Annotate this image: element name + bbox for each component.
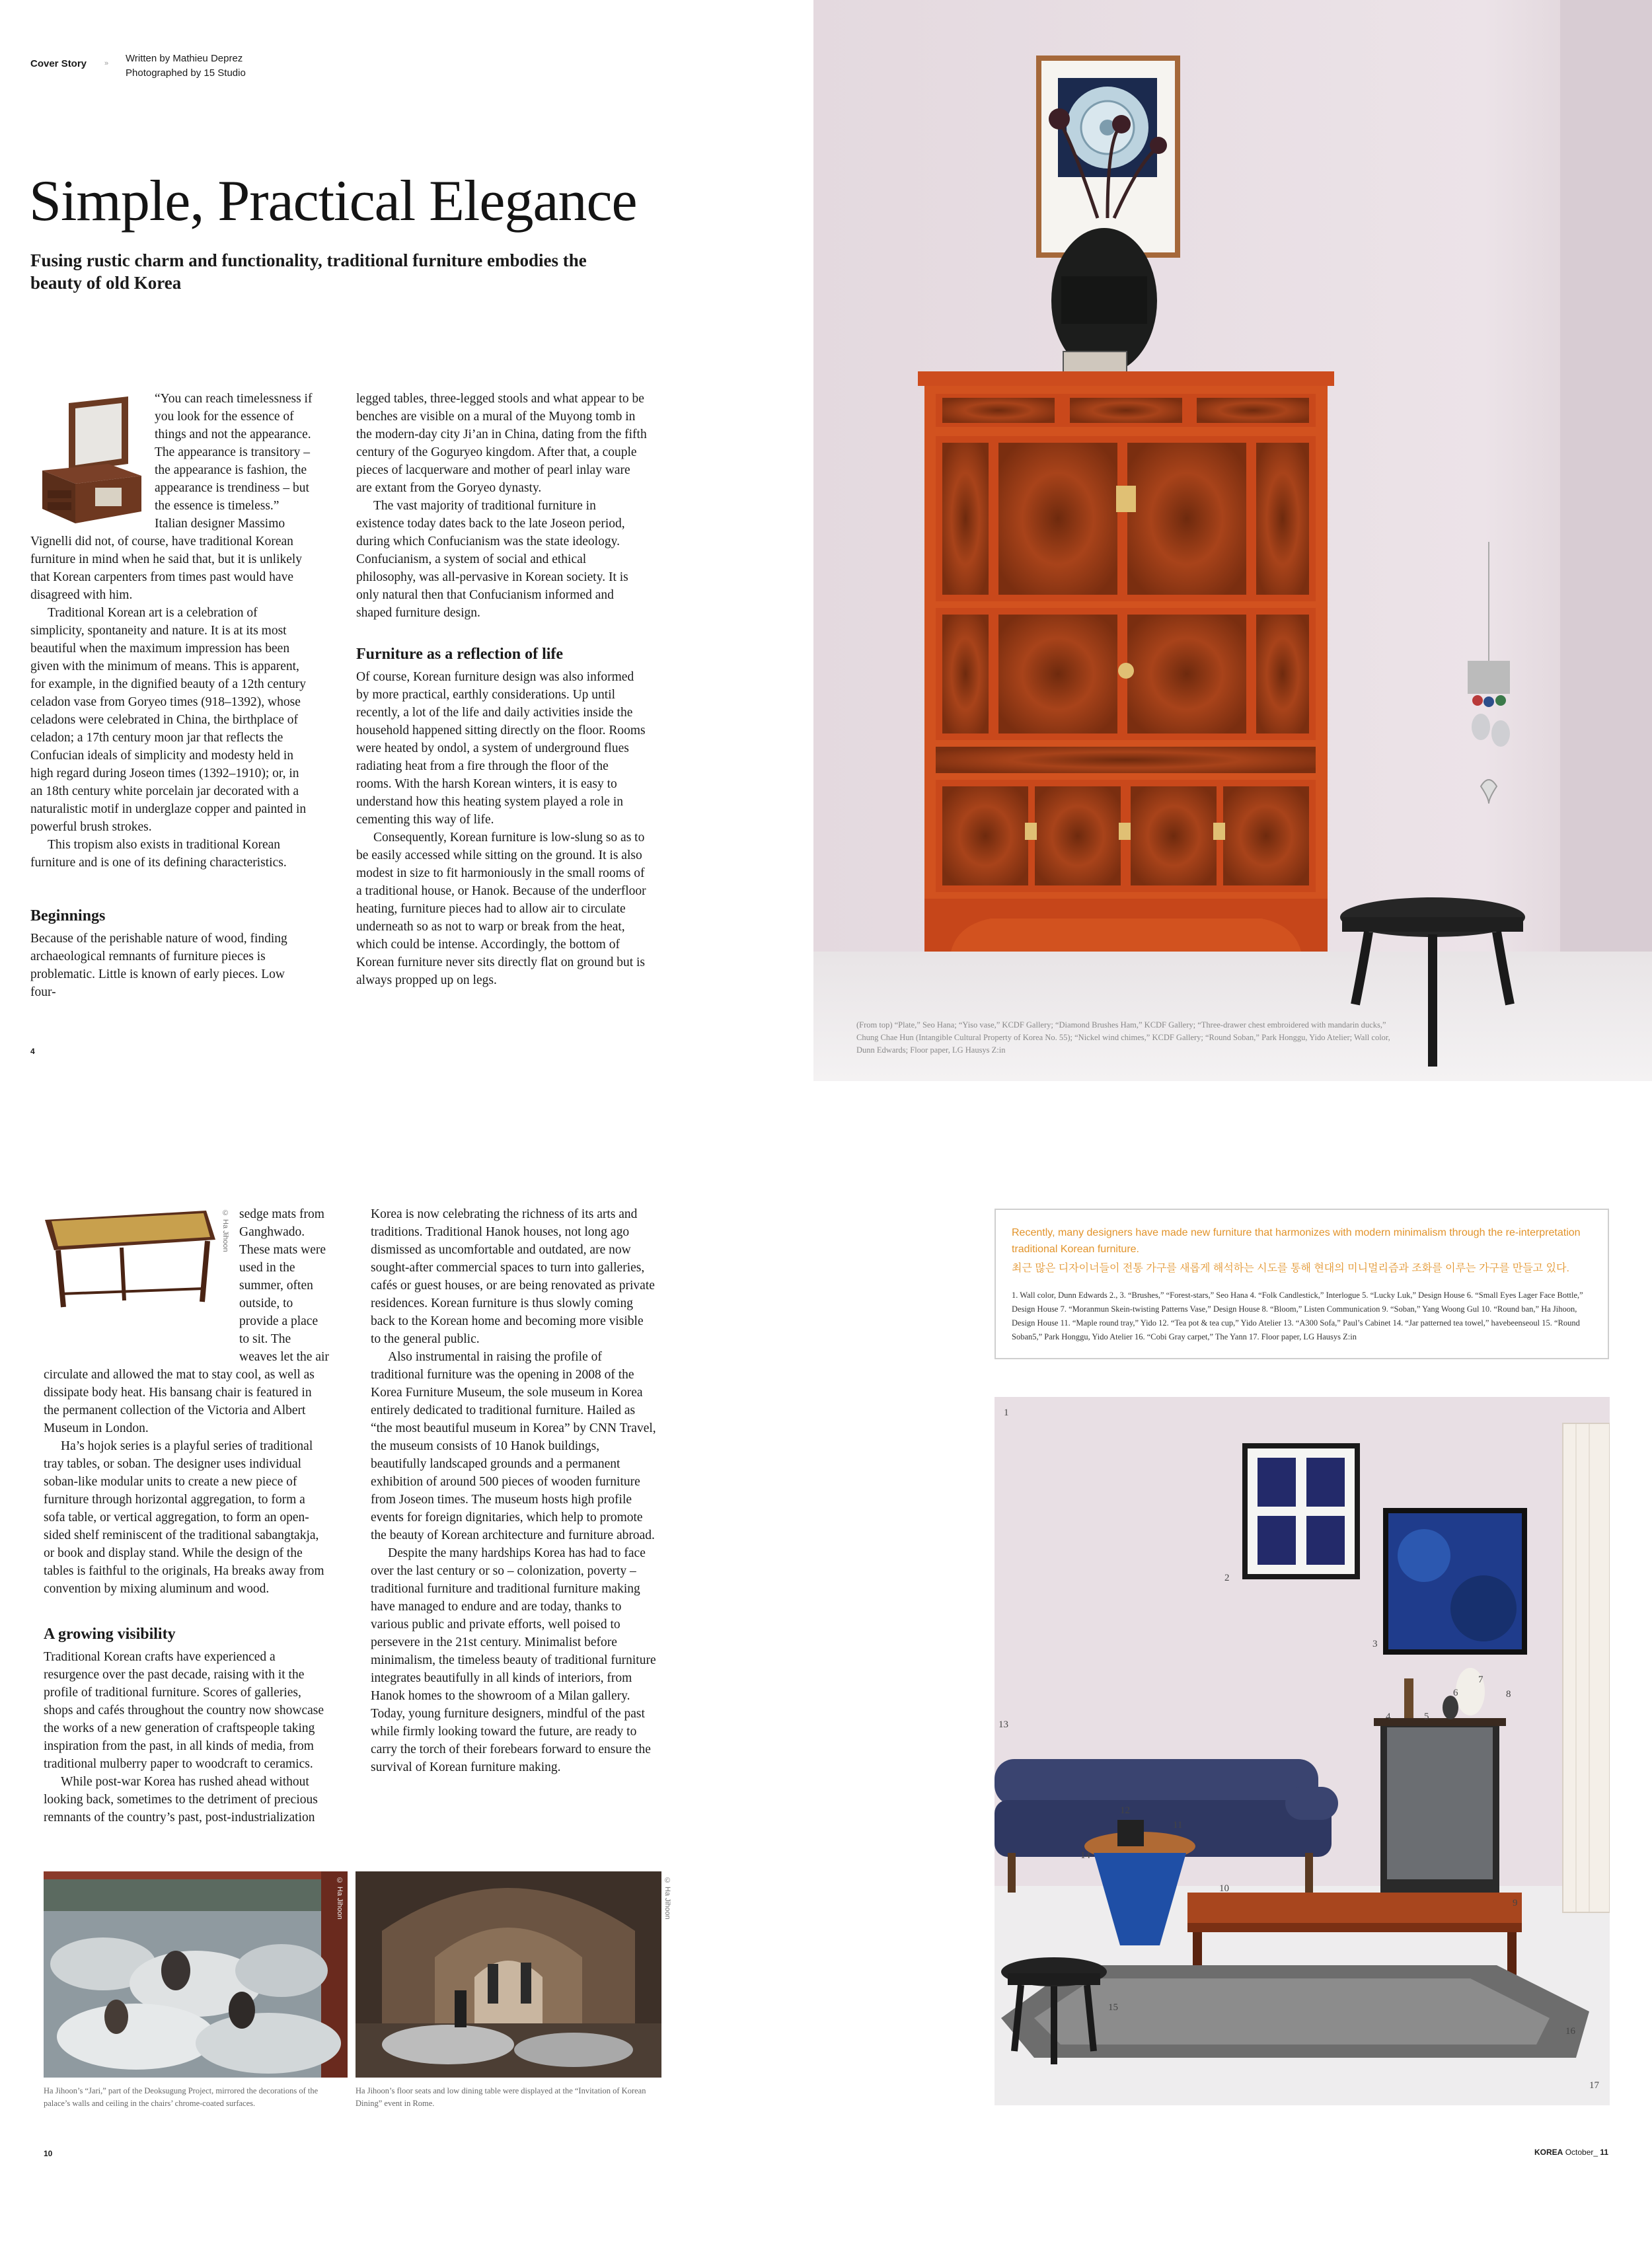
photo-num-12: 12 [1120,1805,1130,1816]
heading-furniture-reflection: Furniture as a reflection of life [356,646,564,663]
page-subtitle [30,249,587,294]
bottom-col1-p1: sedge mats from Ganghwado. These mats were used in the summer, often outside, to provide a place to sit. The weaves let the air circulate and allowed the mat to stay cool, as well as dissipate body heat. His bansang chair is featured in the permanent collection of the Victoria and Albert Museum in London. [44,1207,329,1435]
photo-num-17: 17 [1589,2080,1599,2091]
photo-num-9: 9 [1513,1898,1518,1908]
product-credits-box [995,1209,1609,1359]
section-separator: » [104,59,109,67]
top-article-col2 [356,390,647,989]
photo-credit-right: © Ha Jihoon [663,1877,671,1920]
top-col1-p2: Traditional Korean art is a celebration of simplicity, spontaneity and nature. It is at its most beautiful when the maximum impression has been given with the minimum of means. This is apparent, for example, in the dignified beauty of a 12th century celadon vase from Goryeo times (918–1392), whose celadons were celebrated in China, the birthplace of celadon; a 17th century moon jar that reflects the Confucian ideals of simplicity and modesty held in high regard during Joseon times (1392–1910); or, in an 18th century white porcelain jar decorated with a naturalistic motif in underglaze copper and painted in powerful brush strokes. [30,606,307,834]
footer-magazine: KOREA [1534,2148,1563,2157]
top-col2-p1: legged tables, three-legged stools and what appear to be benches are visible on a mural of the Muyong tomb in the modern-day city Ji’an in China, dating from the fifth century of the Goguryeo kingdom. After that, a couple pieces of lacquerware and mother of pearl inlay ware are extant from the Goryeo dynasty. [356,392,647,495]
photo-num-4: 4 [1386,1711,1391,1722]
rome-event-photo [356,1871,661,2078]
credit-writer: Written by Mathieu Deprez [126,53,243,64]
footer-separator: _ [1593,2148,1598,2157]
heading-beginnings: Beginnings [30,907,106,924]
caption-right: Ha Jihoon’s floor seats and low dining table were displayed at the “Invitation of Korean Dining” event in Rome. [356,2086,646,2108]
photo-num-16: 16 [1565,2026,1575,2037]
box-english-text: Recently, many designers have made new furniture that harmonizes with modern minimalism through the re-interpretation traditional Korean furniture. [1012,1227,1581,1255]
photo-num-14: 14 [1080,1850,1090,1861]
photo-num-7: 7 [1478,1674,1483,1685]
credit-photographer: Photographed by 15 Studio [126,67,246,79]
photo-num-10: 10 [1219,1883,1229,1894]
bottom-article-col1 [44,1205,329,1826]
float-spacer [30,390,155,530]
top-col1-p4: Because of the perishable nature of wood, finding archaeological remnants of furniture pieces is problematic. Little is known of early pieces. Low four- [30,932,287,999]
float-spacer-bottom [44,1205,239,1351]
living-room-photo [995,1397,1610,2105]
top-col1-p3: This tropism also exists in traditional Korean furniture and is one of its defining characteristics. [30,838,287,870]
top-article-col1 [30,390,313,1001]
box-korean-text: 최근 많은 디자이너들이 전통 가구를 새롭게 해석하는 시도를 통해 현대의 미니멀리즘과 조화를 이루는 가구를 만들고 있다. [1012,1263,1569,1274]
photo-num-13: 13 [998,1719,1008,1730]
page-footer-right [1534,2148,1608,2157]
page-subtitle-line1: Fusing rustic charm and functionality, traditional furniture embodies the [30,250,587,270]
photo-credit-table: © Ha Jihoon [221,1209,229,1252]
bottom-col2-p3: Despite the many hardships Korea has had to face over the last century or so – colonization, poverty – traditional furniture and traditional furniture making have managed to endure and are today, thanks to various public and private efforts, well poised to persevere in the 21st century. Minimalist before minimalism, the timeless beauty of traditional furniture integrates beautifully in all kinds of interiors, from Hanok homes to the showroom of a Milan gallery. Today, young furniture designers, mindful of the past while firmly looking toward the future, are ready to carry the torch of their forebears forward to ensure the survival of Korean furniture making. [371,1546,656,1774]
bottom-col2-p2: Also instrumental in raising the profile of traditional furniture was the opening in 2008 of the Korea Furniture Museum, the sole museum in Korea entirely dedicated to traditional furniture. Hailed as “the most beautiful museum in Korea” by CNN Travel, the museum consists of 10 Hanok buildings, beautifully landscaped grounds and a permanent exhibition of around 500 pieces of wooden furniture from Joseon times. The museum hosts high profile events for foreign dignitaries, which help to promote the beauty of Korean architecture and furniture abroad. [371,1350,656,1542]
caption-left: Ha Jihoon’s “Jari,” part of the Deoksugung Project, mirrored the decorations of the palace’s walls and ceiling in the chairs’ chrome-coated surfaces. [44,2086,319,2108]
jari-photo [44,1871,348,2078]
photo-num-6: 6 [1453,1688,1458,1698]
footer-month: October [1565,2148,1594,2157]
bottom-article-col2 [371,1205,656,1776]
bottom-col1-p2: Ha’s hojok series is a playful series of traditional tray tables, or soban. The designer uses individual soban-like modular units to create a new piece of furniture through horizontal aggregation, to form a sofa table, or vertical aggregation, to form an open-sided shelf reminiscent of the traditional sabangtakja, or book and display stand. While the design of the tables is faithful to the originals, Ha breaks away from convention by mixing aluminum and wood. [44,1439,324,1596]
photo-num-15: 15 [1108,2002,1118,2013]
heading-growing-visibility: A growing visibility [44,1626,176,1643]
page-number-11: 11 [1600,2148,1609,2157]
bottom-col1-p3: Traditional Korean crafts have experienced a resurgence over the past decade, raising with it the profile of traditional furniture. Scores of galleries, shops and cafés throughout the country now showcase the works of a new generation of craftspeople taking inspiration from the past, in all kinds of media, from traditional mulberry paper to woodcraft to ceramics. [44,1650,324,1771]
bottom-col2-p1: Korea is now celebrating the richness of its arts and traditions. Traditional Hanok houses, not long ago dismissed as uncomfortable and outdated, are now sought-after commercial spaces to turn into galleries, cafés or guest houses, or are being renovated as private residences. Korean furniture is thus slowly coming back to the Korean home and becoming more visible to the general public. [371,1207,655,1346]
photo-num-3: 3 [1372,1639,1378,1649]
page-number-4: 4 [30,1047,35,1056]
photo-num-1: 1 [1004,1408,1009,1418]
page-subtitle-line2: beauty of old Korea [30,273,182,293]
top-col2-p2: The vast majority of traditional furniture in existence today dates back to the late Joseon period, during which Confucianism was the state ideology. Confucianism, a system of social and ethical philosophy, was all-pervasive in Korean society. It is only natural then that Confucianism informed and shaped furniture design. [356,499,628,620]
photo-num-8: 8 [1506,1689,1511,1700]
page-number-10: 10 [44,2149,53,2158]
cabinet-photo [813,0,1652,1081]
cabinet-photo-caption: (From top) “Plate,” Seo Hana; “Yiso vase,” KCDF Gallery; “Diamond Brushes Ham,” KCDF Gallery; “Three-drawer chest embroidered with mandarin ducks,” Chung Chae Hun (Intangible Cultural Property of Korea No. 55); “Nickel wind chimes,” KCDF Gallery; “Round Soban,” Park Honggu, Yido Atelier; Wall color, Dunn Edwards; Floor paper, LG Hausys Z:in [856,1020,1390,1055]
photo-num-11: 11 [1173,1820,1183,1830]
top-col2-p4: Consequently, Korean furniture is low-slung so as to be easily accessed while sitting on the ground. It is also modest in size to fit harmoniously in the small rooms of a traditional house, or Hanok. Because of the underfloor heating, furniture pieces had to allow air to circulate underneath so as not to warp or break from the heat, which could be intense. Accordingly, the bottom of Korean furniture never sits directly flat on ground but is always propped up on legs. [356,831,646,987]
page-title: Simple, Practical Elegance [29,169,637,233]
photo-num-2: 2 [1224,1573,1230,1583]
section-label: Cover Story [30,58,87,69]
photo-num-5: 5 [1424,1711,1429,1722]
bottom-col1-p4: While post-war Korea has rushed ahead without looking back, sometimes to the detriment of precious remnants of the country’s past, post-industrialization [44,1775,318,1824]
top-col1-p1: “You can reach timelessness if you look for the essence of things and not the appearance. The appearance is transitory – the appearance is fashion, the appearance is trendiness – but the essence is timeless.” Italian designer Massimo Vignelli did not, of course, have traditional Korean furniture in mind when he said that, but it is unlikely that Korean carpenters from times past would have disagreed with him. [30,392,313,602]
box-product-list: 1. Wall color, Dunn Edwards 2., 3. “Brushes,” “Forest-stars,” Seo Hana 4. “Folk Candlestick,” Interlogue 5. “Lucky Luk,” Design House 6. “Small Eyes Lager Face Bottle,” Design House 7. “Moranmun Skein-twisting Patterns Vase,” Design House 8. “Bloom,” Listen Communication 9. “Soban,” Yang Woong Gul 10. “Round ban,” Ha Jihoon, Design House 11. “Maple round tray,” Yido 12. “Tea pot & tea cup,” Yido Atelier 13. “A300 Sofa,” Paul’s Cabinet 14. “Jar patterned tea towel,” havebeenseoul 15. “Round Soban5,” Park Honggu, Yido Atelier 16. “Cobi Gray carpet,” The Yann 17. Floor paper, LG Hausys Z:in [1012,1291,1583,1341]
top-col2-p3: Of course, Korean furniture design was also informed by more practical, earthly considerations. Up until recently, a lot of the life and daily activities inside the household happened sitting directly on the floor. Rooms were heated by ondol, a system of underground flues radiating heat from a fire through the floor of the rooms. With the harsh Korean winters, it is easy to understand how this heating system played a role in cementing this way of life. [356,670,646,827]
photo-credit-left: © Ha Jihoon [336,1877,344,1920]
